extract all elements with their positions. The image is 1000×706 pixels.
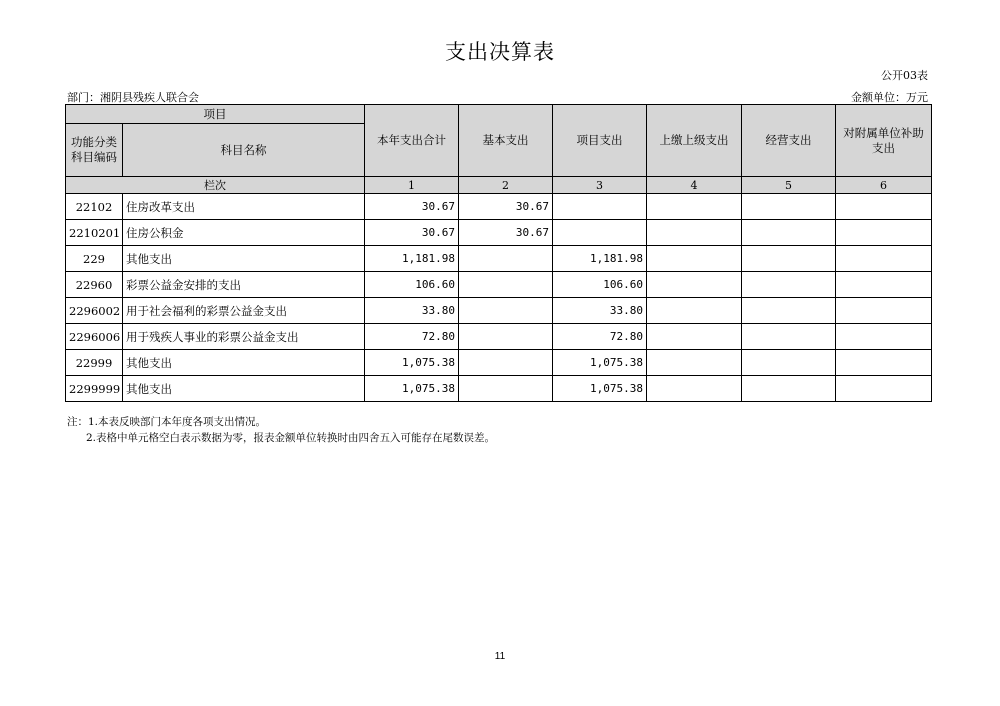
amount-cell: 1,075.38 (365, 376, 459, 402)
subject-name-cell: 彩票公益金安排的支出 (123, 272, 365, 298)
subject-code-cell: 2296002 (66, 298, 123, 324)
subject-code-cell: 2296006 (66, 324, 123, 350)
amount-cell: 72.80 (365, 324, 459, 350)
amount-cell (459, 350, 553, 376)
col-number-1: 1 (365, 177, 459, 194)
header-func-code: 功能分类科目编码 (66, 124, 123, 177)
amount-cell (553, 194, 647, 220)
amount-cell (459, 246, 553, 272)
amount-cell (647, 376, 742, 402)
table-row (66, 298, 932, 324)
amount-cell (836, 350, 932, 376)
amount-cell (742, 324, 836, 350)
header-col-5: 经营支出 (742, 105, 836, 177)
amount-cell (459, 376, 553, 402)
subject-code-cell: 22960 (66, 272, 123, 298)
page-title: 支出决算表 (445, 40, 555, 64)
amount-cell: 1,181.98 (553, 246, 647, 272)
subject-name-cell: 用于残疾人事业的彩票公益金支出 (123, 324, 365, 350)
header-col-4: 上缴上级支出 (647, 105, 742, 177)
table-row (66, 246, 932, 272)
col-number-3: 3 (553, 177, 647, 194)
subject-code-cell: 229 (66, 246, 123, 272)
table-row (66, 324, 932, 350)
table-row (66, 272, 932, 298)
header-col-3: 项目支出 (553, 105, 647, 177)
header-item: 项目 (66, 105, 365, 124)
amount-cell (742, 350, 836, 376)
subject-code-cell: 22999 (66, 350, 123, 376)
amount-cell (647, 220, 742, 246)
amount-cell (459, 298, 553, 324)
amount-cell: 106.60 (553, 272, 647, 298)
amount-cell (742, 194, 836, 220)
col-number-4: 4 (647, 177, 742, 194)
page-number: 11 (494, 651, 506, 662)
subject-name-cell: 其他支出 (123, 350, 365, 376)
amount-cell: 30.67 (365, 220, 459, 246)
col-number-2: 2 (459, 177, 553, 194)
amount-cell (742, 246, 836, 272)
amount-cell (836, 376, 932, 402)
subject-code-cell: 2299999 (66, 376, 123, 402)
amount-cell: 33.80 (365, 298, 459, 324)
table-row (66, 220, 932, 246)
amount-cell: 1,181.98 (365, 246, 459, 272)
subject-name-cell: 住房改革支出 (123, 194, 365, 220)
subject-name-cell: 其他支出 (123, 376, 365, 402)
amount-cell (742, 376, 836, 402)
col-number-6: 6 (836, 177, 932, 194)
amount-cell (836, 298, 932, 324)
amount-cell (647, 246, 742, 272)
amount-cell: 1,075.38 (553, 350, 647, 376)
subject-name-cell: 用于社会福利的彩票公益金支出 (123, 298, 365, 324)
form-number: 公开03表 (881, 69, 928, 82)
table-row (66, 194, 932, 220)
amount-cell: 30.67 (459, 194, 553, 220)
col-number-5: 5 (742, 177, 836, 194)
amount-cell (459, 272, 553, 298)
amount-cell (647, 298, 742, 324)
note-2: 2.表格中单元格空白表示数据为零，报表金额单位转换时由四舍五入可能存在尾数误差。 (86, 432, 496, 444)
amount-cell (459, 324, 553, 350)
subject-code-cell: 22102 (66, 194, 123, 220)
amount-cell: 30.67 (459, 220, 553, 246)
header-subject-name: 科目名称 (123, 124, 365, 177)
amount-cell (647, 324, 742, 350)
amount-cell: 72.80 (553, 324, 647, 350)
department-label: 部门：湘阴县残疾人联合会 (67, 91, 199, 104)
header-col-2: 基本支出 (459, 105, 553, 177)
amount-unit-label: 金额单位：万元 (851, 91, 928, 104)
amount-cell (836, 246, 932, 272)
amount-cell: 106.60 (365, 272, 459, 298)
amount-cell (742, 298, 836, 324)
amount-cell (742, 220, 836, 246)
amount-cell (742, 272, 836, 298)
amount-cell (647, 194, 742, 220)
amount-cell: 33.80 (553, 298, 647, 324)
amount-cell (836, 324, 932, 350)
subject-code-cell: 2210201 (66, 220, 123, 246)
amount-cell (836, 220, 932, 246)
amount-cell (553, 220, 647, 246)
header-row-index: 栏次 (66, 177, 365, 194)
amount-cell: 30.67 (365, 194, 459, 220)
table-row (66, 350, 932, 376)
amount-cell (836, 272, 932, 298)
amount-cell: 1,075.38 (553, 376, 647, 402)
subject-name-cell: 其他支出 (123, 246, 365, 272)
note-1: 注：1.本表反映部门本年度各项支出情况。 (67, 416, 267, 428)
table-row (66, 376, 932, 402)
amount-cell (836, 194, 932, 220)
expenditure-table (65, 104, 932, 402)
header-col-1: 本年支出合计 (365, 105, 459, 177)
subject-name-cell: 住房公积金 (123, 220, 365, 246)
amount-cell: 1,075.38 (365, 350, 459, 376)
amount-cell (647, 350, 742, 376)
header-col-6: 对附属单位补助支出 (836, 105, 932, 177)
amount-cell (647, 272, 742, 298)
